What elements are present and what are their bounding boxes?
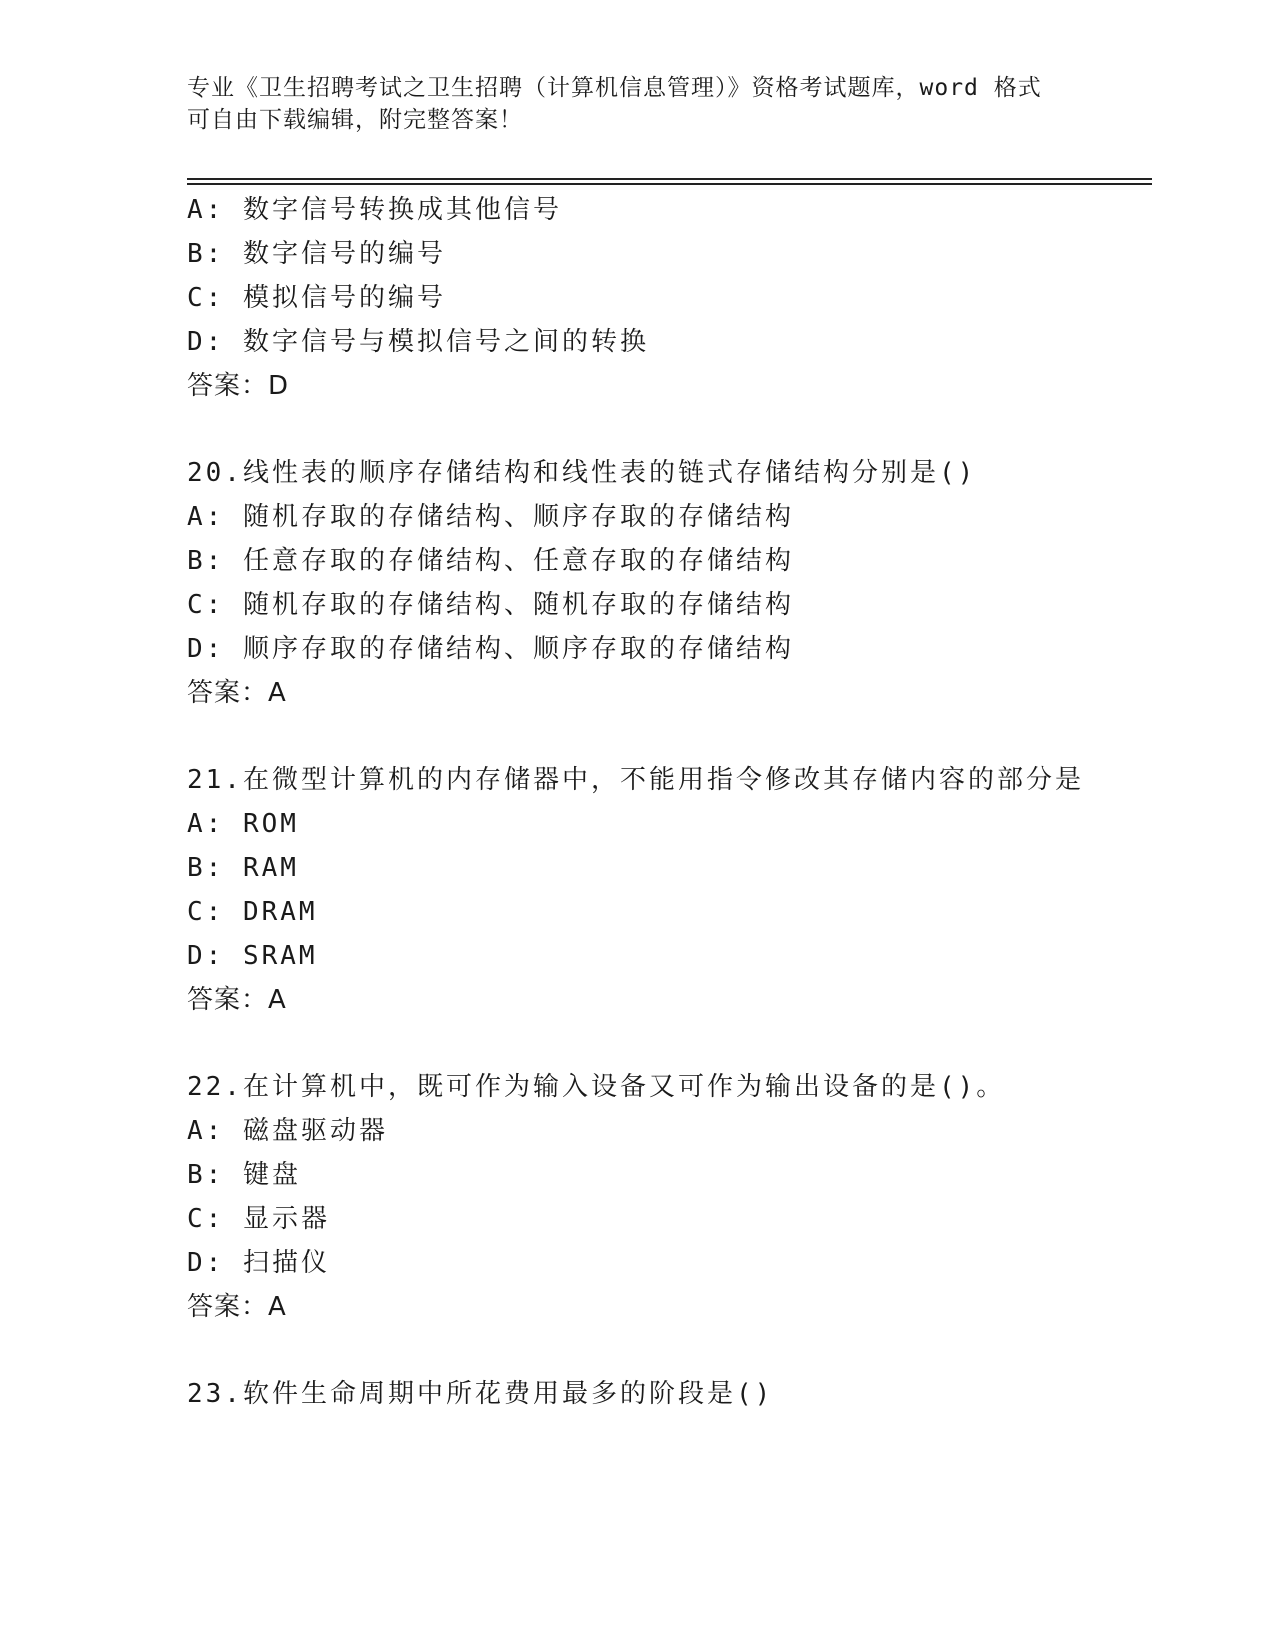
q20-option-c: C: 随机存取的存储结构、随机存取的存储结构 (187, 590, 794, 620)
q19-answer: 答案：D (187, 371, 290, 401)
q22-option-b: B: 键盘 (187, 1160, 301, 1190)
q21-option-d: D: SRAM (187, 941, 318, 971)
q22-option-a: A: 磁盘驱动器 (187, 1116, 388, 1146)
q19-option-c: C: 模拟信号的编号 (187, 283, 446, 313)
q23-question: 23.软件生命周期中所花费用最多的阶段是() (187, 1379, 774, 1409)
q21-question: 21.在微型计算机的内存储器中，不能用指令修改其存储内容的部分是 (187, 765, 1084, 795)
q20-option-d: D: 顺序存取的存储结构、顺序存取的存储结构 (187, 634, 794, 664)
header-divider-top (187, 178, 1152, 180)
q21-option-c: C: DRAM (187, 897, 318, 927)
q19-option-a: A: 数字信号转换成其他信号 (187, 195, 562, 225)
document-header (187, 72, 1067, 136)
q20-option-b: B: 任意存取的存储结构、任意存取的存储结构 (187, 546, 794, 576)
q20-question: 20.线性表的顺序存储结构和线性表的链式存储结构分别是() (187, 458, 977, 488)
q22-question: 22.在计算机中，既可作为输入设备又可作为输出设备的是()。 (187, 1072, 1006, 1102)
q20-answer: 答案：A (187, 678, 287, 708)
q21-option-b: B: RAM (187, 853, 299, 883)
header-line-1: 专业《卫生招聘考试之卫生招聘（计算机信息管理）》资格考试题库，word 格式 (187, 75, 1042, 101)
q22-option-d: D: 扫描仪 (187, 1248, 330, 1278)
q22-answer: 答案：A (187, 1292, 287, 1322)
q21-option-a: A: ROM (187, 809, 299, 839)
q22-option-c: C: 显示器 (187, 1204, 330, 1234)
q19-option-d: D: 数字信号与模拟信号之间的转换 (187, 327, 649, 357)
q21-answer: 答案：A (187, 985, 287, 1015)
q19-option-b: B: 数字信号的编号 (187, 239, 446, 269)
header-divider-bottom (187, 183, 1152, 185)
header-line-2: 可自由下载编辑，附完整答案！ (187, 107, 523, 133)
q20-option-a: A: 随机存取的存储结构、顺序存取的存储结构 (187, 502, 794, 532)
